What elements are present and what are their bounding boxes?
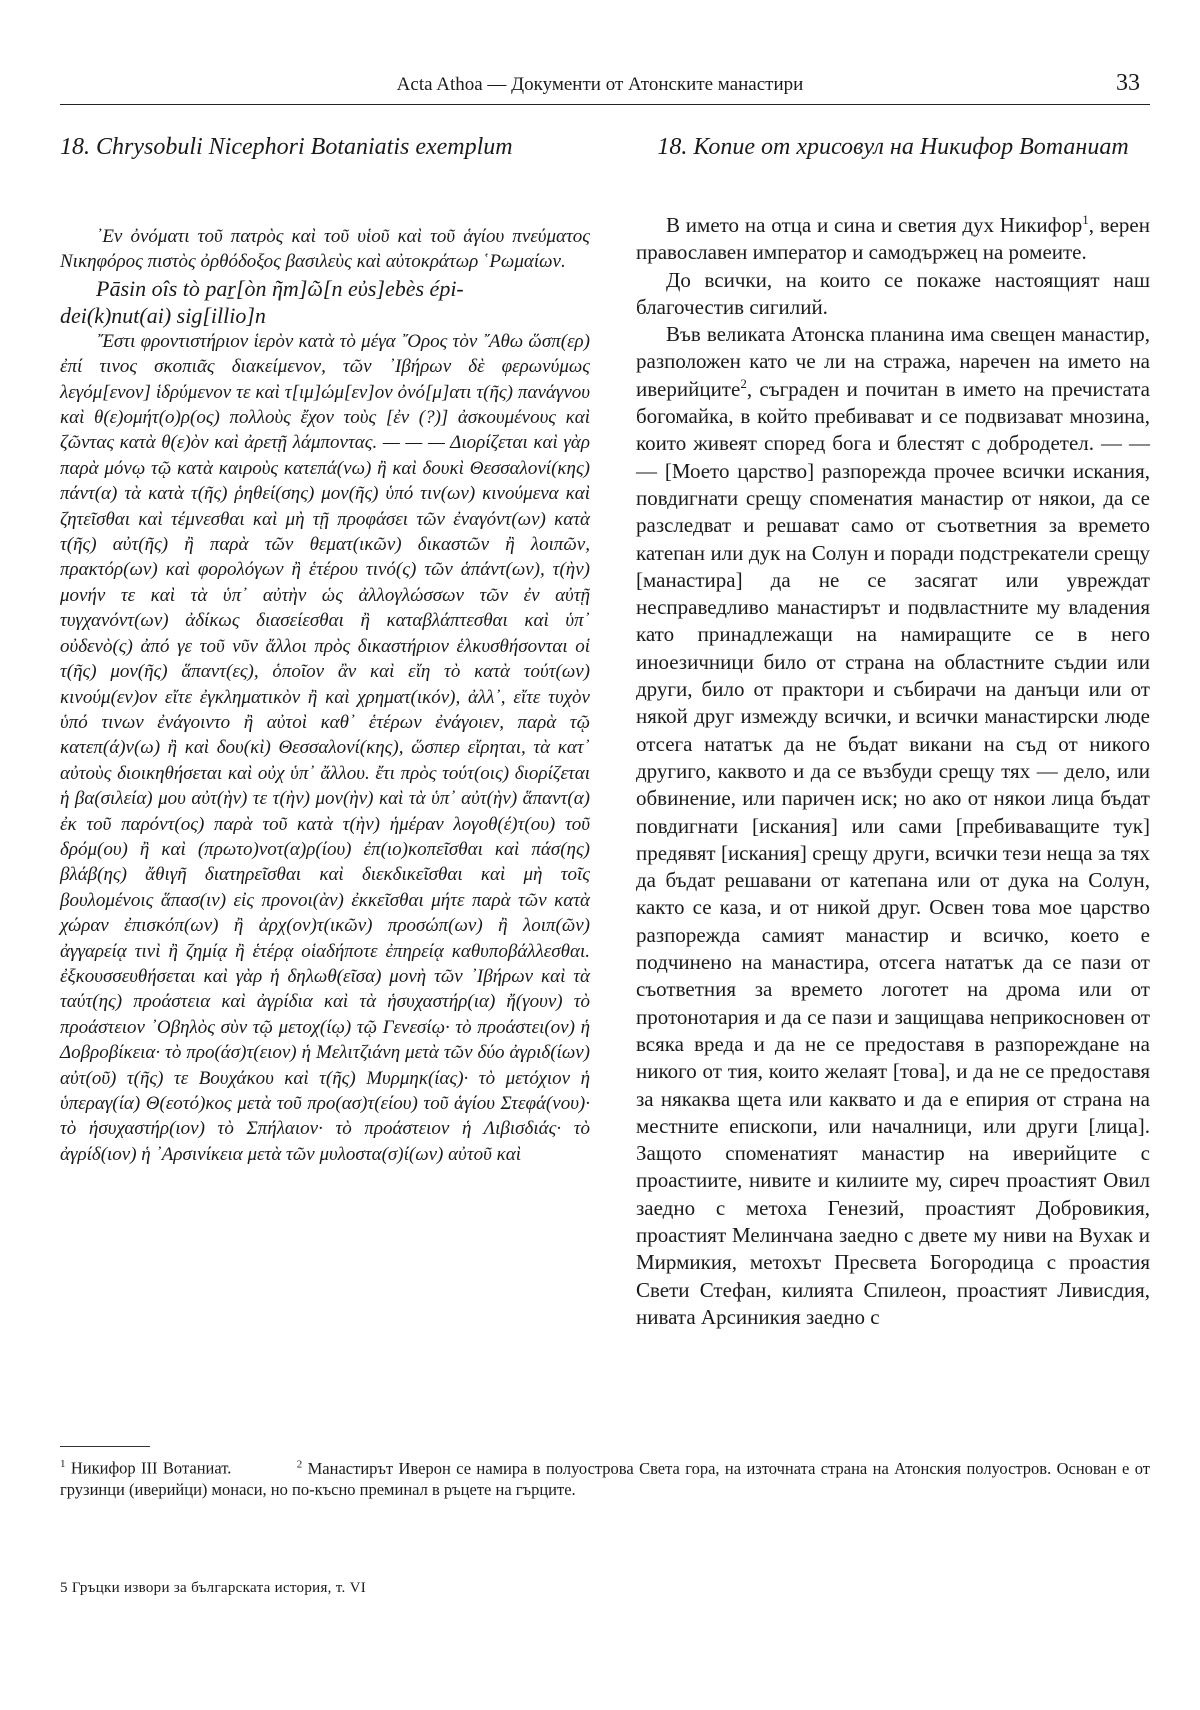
p1-text-a: В името на отца и сина и светия дух Никифор: [666, 213, 1083, 237]
bulgarian-text: [636, 212, 1150, 1331]
bulgarian-heading: 18. Копие от хрисовул на Никифор Вотаниат: [657, 134, 1129, 160]
footnote-2-mark: 2: [296, 1458, 303, 1470]
signature-line: 5 Гръцки извори за българската история, т. VI: [60, 1580, 367, 1596]
footnote-ref-1[interactable]: 1: [1082, 212, 1089, 227]
transliteration-line-2: dei(k)nut(ai) sig[illio]n: [60, 302, 266, 328]
transliteration-line-1: Pāsin oîs tò paṟ[òn ῆm]ῶ[n eὐs]ebès épi-: [96, 275, 464, 301]
greek-body: ῎Εστι φροντιστήριον ἱερὸν κατὰ τὸ μέγα ῎Ορος τὸν ῎Αθω ὥσπ(ερ) ἐπί τινος σκοπιᾶς διακείμενον, τῶν ᾿Ιβήρων δὲ φερωνύμως λεγόμ[ενον] ἱδρύμενον τε καὶ τ[ιμ]ώμ[εν]ον ὀνό[μ]ατι τ(ῆς) πανάγνου καὶ θ(ε)ομήτ(ο)ρ(ος) πολλοὺς ἔχον τοὺς [ἐν (?)] ἀσκουμένους καὶ ζῶντας κατὰ θ(ε)ὸν καὶ ἀρετῇ λάμποντας. — — — Διορίζεται καὶ γὰρ παρὰ μόνῳ τῷ κατὰ καιροὺς κατεπά(νω) ἢ καὶ δουκὶ Θεσσαλονί(κης) πάντ(α) τὰ κατὰ τ(ῆς) ῥηθεί(σης) μον(ῆς) ὑπό τιν(ων) κινούμενα καὶ ζητεῖσθαι καὶ τέμνεσθαι καὶ μὴ τῇ προφάσει τῶν ἐναγόντ(ων) κατὰ τ(ῆς) αὐτ(ῆς) ἢ παρὰ τῶν θεματ(ικῶν) δικαστῶν ἢ λοιπῶν, πρακτόρ(ων) καὶ φορολόγων ἢ ἑτέρου τινό(ς) τῶν ἁπάντ(ων), τ(ὴν) μονήν τε καὶ τὰ ὑπ᾿ αὐτὴν ὡς ἀλλογλώσσων τῶν ἐν αὐτῇ τυγχανόντ(ων) ἀδίκως διασείεσθαι ἢ καταβλάπτεσθαι καὶ ὑπ᾿ οὐδενὸ(ς) ἀπό γε τοῦ νῦν ἄλλοι πρὸς δικαστήριον ἑλκυσθήσονται οἱ τ(ῆς) μον(ῆς) ἅπαντ(ες), ὁποῖον ἂν καὶ εἴη τὸ κατὰ τούτ(ων) κινούμ(εν)ον εἴτε ἐγκληματικὸν ἢ καὶ χρηματ(ικόν), ἀλλ᾿, εἴτε τυχὸν ὑπό τινων ἐνάγοιντο ἢ αὐτοὶ καθ᾿ ἑτέρων ἐνάγοιεν, παρὰ τῷ κατεπ(ά)ν(ω) ἢ καὶ δου(κὶ) Θεσσαλονί(κης), ὥσπερ εἴρηται, τὰ κατ᾿ αὐτοὺς διοικηθήσεται καὶ οὐχ ὑπ᾿ ἄλλου. ἔτι πρὸς τούτ(οις) διορίζεται ἡ βα(σιλεία) μου αὐτ(ὴν) τε τ(ὴν) μον(ὴν) καὶ τὰ ὑπ᾿ αὐτ(ὴν) ἅπαντ(α) ἐκ τοῦ παρόντ(ος) παρὰ τοῦ κατὰ τ(ὴν) ἡμέραν λογοθ(έ)τ(ου) τοῦ δρόμ(ου) ἢ καὶ (πρωτο)νοτ(α)ρ(ίου) ἐπ(ιο)κοπεῖσθαι καὶ πάσ(ης) βλάβ(ης) ἄθιγῆ διατηρεῖσθαι καὶ διεκδικεῖσθαι καὶ μὴ τοῖς βουλομένοις ἅπασ(ιν) εἰς προνοι(ὰν) ἐκκεῖσθαι μήτε παρὰ τῶν κατὰ χώραν ἐπισκόπ(ων) ἢ ἀρχ(ον)τ(ικῶν) προσώπ(ων) ἢ λοιπ(ῶν) ἀγγαρείᾳ τινὶ ἢ ζημίᾳ ἢ ἑτέρᾳ οἱαδήποτε ἐπηρείᾳ καθυποβάλλεσθαι. ἐξκουσσευθήσεται καὶ γὰρ ἡ δηλωθ(εῖσα) μονὴ τῶν ᾿Ιβήρων καὶ τὰ ταύτ(ης) προάστεια καὶ ἀγρίδια καὶ τὰ ἡσυχαστήρ(ια) ἤ(γουν) τὸ προάστειον ᾿Οβηλὸς σὺν τῷ μετοχ(ίῳ) τῷ Γενεσίῳ· τὸ προάστει(ον) ἡ Δοβροβίκεια· τὸ προ(άσ)τ(ειον) ἡ Μελιτζιάνη μετὰ τῶν δύο ἀγριδ(ίων) αὐτ(οῦ) τ(ῆς) τε Βουχάκου καὶ τ(ῆς) Μυρμηκ(ίας)· τὸ μετόχιον ἡ ὑπεραγ(ία) Θ(εοτό)κος μετὰ τοῦ προ(ασ)τ(είου) τοῦ ἁγίου Στεφά(νου)· τὸ ἡσυχαστήρ(ιον) τὸ Σπήλαιον· τὸ προάστειον ἡ Λιβισδιάς· τὸ ἀγρίδ(ιον) ἡ ᾿Αρσινίκεια μετὰ τῶν μυλοστα(σ)ί(ων) αὐτοῦ καὶ: [60, 330, 590, 1165]
bulgarian-paragraph-1: [636, 212, 1150, 267]
page-number: 33: [1116, 70, 1140, 96]
footnote-1-mark: 1: [60, 1458, 66, 1470]
footnote-1: Никифор III Вотаниат.: [70, 1458, 232, 1478]
footnote-rule: [60, 1446, 150, 1447]
p3-text-a: Във великата Атонска планина има свещен манастир, разположен като че ли на стража, наречен на името на иверийците: [636, 322, 1150, 401]
header-rule: [60, 104, 1150, 105]
greek-text: [60, 224, 590, 1167]
footnotes: [60, 1454, 1150, 1500]
p3-text-b: , съграден и почитан в името на пречистата богомайка, в който пребивават и се подвизават мнозина, които живеят според бога и блестят с добродетел. — — — [Моето царство] разпорежда прочее всички искания, повдигнати срещу споменатия манастир от някои, да се разследват и решават само от съответния за времето катепан или дук на Солун и поради подстрекатели срещу [манастира] да не се засягат или увреждат несправедливо манастирът и подвластните му владения като принадлежащи на намиращите се в него иноезичници било от страна на областните съдии или други, било от практори и събирачи на данъци или от някой друг измежду всички, и всички манастирски люде отсега нататък да не бъдат викани на съд от никого другиго, каквото и да се възбуди срещу тях — дело, или обвинение, или паричен иск; но ако от някои лица бъдат повдигнати [искания] или сами [пребиваващите тук] предявят [искания] срещу други, всички тези неща за тях да бъдат решавани от катепана или от дука на Солун, както се каза, и от никой друг. Освен това мое царство разпорежда самият манастир и всичко, което е подчинено на манастира, отсега нататък да се пази от съответния за времето логотет на дрома или от протонотария и да се пази и защищава неприкосновен от всяка вреда и да не се предоставя в разпореждане на никого от тия, които желаят [това], и да не се предоставя за някаква щета или каквато и да е епирия от страна на местните епископи, или началници, или други [лица]. Защото споменатият манастир на иверийците с проастиите, нивите и килиите му, сиреч проастият Овил заедно с метоха Генезий, проастият Добровикия, проастият Мелинчана заедно с двете му ниви на Вухак и Мирмикия, метохът Пресвета Богородица с проастия Свети Стефан, килията Спилеон, проастият Ливисдия, нивата Арсиникия заедно с: [636, 376, 1150, 1329]
running-title: Acta Athoa — Документи от Атонските манастири: [396, 74, 804, 95]
footnote-2: Манастирът Иверон се намира в полуострова Света гора, на източната страна на Атонския полуостров. Основан е от грузинци (иверийци) монаси, но по-късно преминал в ръцете на гърците.: [60, 1458, 1150, 1499]
bulgarian-paragraph-2: До всички, на които се покаже настоящият наш благочестив сигилий.: [636, 267, 1150, 319]
bulgarian-column: [636, 132, 1150, 1331]
running-head: [60, 70, 1140, 106]
p1-text-b: , верен православен император и самодържец на ромеите.: [636, 213, 1150, 265]
greek-invocation: ᾿Εν ὀνόματι τοῦ πατρὸς καὶ τοῦ υἱοῦ καὶ τοῦ ἁγίου πνεύματος Νικηφόρος πιστὸς ὀρθόδοξος βασιλεὺς καὶ αὐτοκράτωρ ῾Ρωμαίων.: [60, 226, 590, 273]
footnote-ref-2[interactable]: 2: [740, 375, 747, 391]
bulgarian-paragraph-3: [636, 321, 1150, 1331]
latin-heading: 18. Chrysobuli Nicephori Botaniatis exemplum: [60, 134, 513, 160]
greek-column: [60, 132, 590, 1167]
